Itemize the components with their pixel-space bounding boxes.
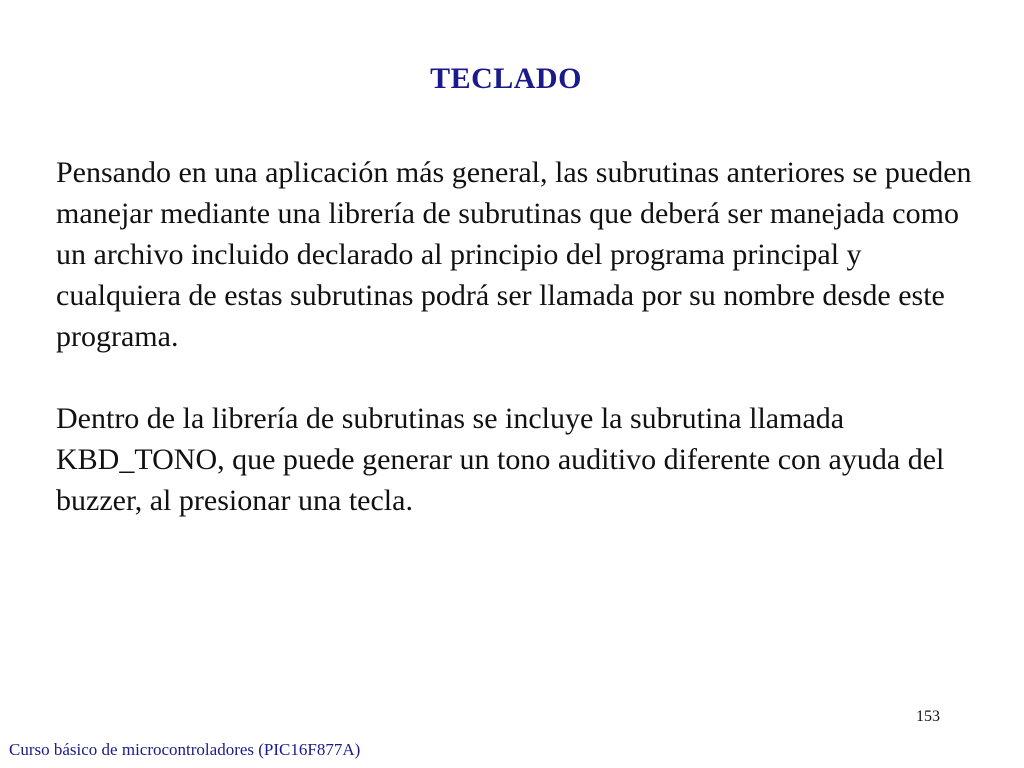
paragraph-kbd-tono: Dentro de la librería de subrutinas se incluye la subrutina llamada KBD_TONO, que puede generar un tono auditivo diferente con ayuda del buzzer, al presionar una tecla. [56, 402, 945, 517]
slide-title: TECLADO [430, 62, 582, 95]
footer-course-title: Curso básico de microcontroladores (PIC16F877A) [9, 740, 361, 759]
paragraph-general-application: Pensando en una aplicación más general, las subrutinas anteriores se pueden manejar mediante una librería de subrutinas que deberá ser manejada como un archivo incluido declarado al principio del programa principal y cualquiera de estas subrutinas podrá ser llamada por su nombre desde este programa. [56, 156, 972, 353]
page-number: 153 [916, 708, 940, 725]
